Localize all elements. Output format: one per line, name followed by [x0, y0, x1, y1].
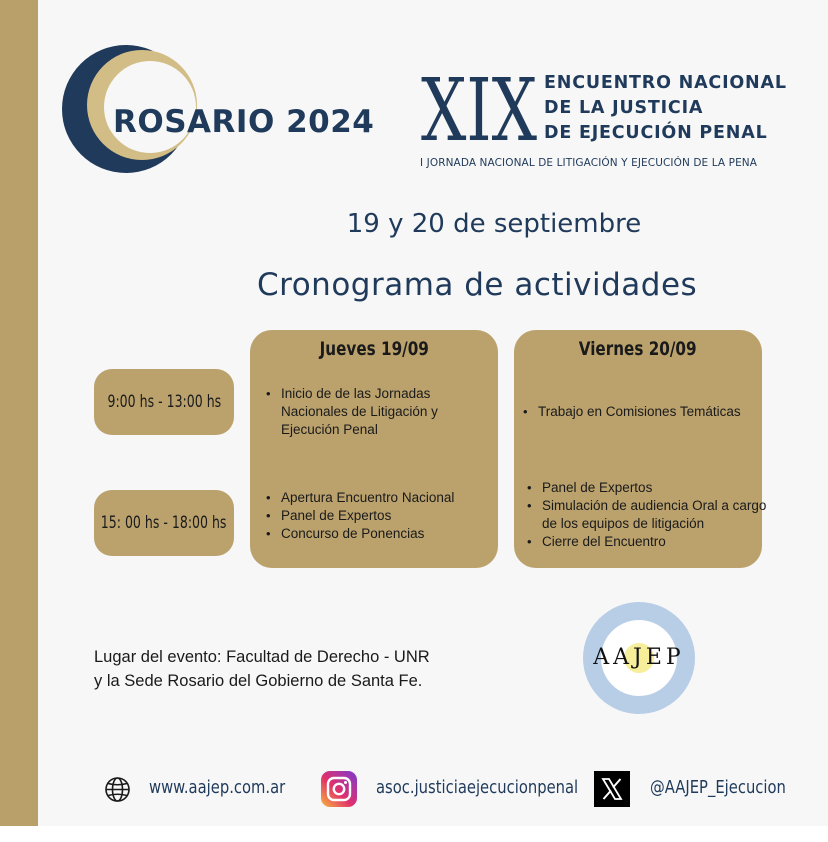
event-title	[544, 71, 787, 146]
event-subtitle: I JORNADA NACIONAL DE LITIGACIÓN Y EJECUCIÓN DE LA PENA	[420, 157, 758, 169]
schedule-title: Cronograma de actividades	[257, 267, 698, 303]
list-item: • Simulación de audiencia Oral a cargo de los equipos de litigación	[542, 497, 774, 533]
instagram-icon[interactable]	[321, 771, 357, 807]
website-link[interactable]: www.aajep.com.ar	[149, 777, 286, 798]
list-item: • Apertura Encuentro Nacional	[281, 489, 506, 507]
day-card-friday	[514, 330, 767, 568]
morning-activities	[265, 385, 491, 439]
list-item: • Panel de Expertos	[281, 507, 506, 525]
event-dates: 19 y 20 de septiembre	[346, 209, 642, 239]
list-item: • Inicio de de las Jornadas Nacionales de Litigación y Ejecución Penal	[281, 385, 491, 439]
morning-activities	[522, 403, 773, 421]
instagram-handle[interactable]: asoc.justiciaejecucionpenal	[376, 777, 579, 798]
event-title-line: DE EJECUCIÓN PENAL	[544, 123, 768, 143]
x-handle[interactable]: @AAJEP_Ejecucion	[650, 777, 786, 798]
day-card-thursday	[250, 330, 498, 568]
list-item: • Trabajo en Comisiones Temáticas	[538, 403, 773, 421]
event-title-line: DE LA JUSTICIA	[544, 98, 704, 118]
venue-info	[94, 645, 430, 693]
list-item: • Concurso de Ponencias	[281, 525, 506, 543]
list-item: • Panel de Expertos	[542, 479, 774, 497]
x-logo-icon[interactable]	[594, 771, 630, 807]
time-slot-morning: 9:00 hs - 13:00 hs	[94, 369, 234, 435]
globe-icon	[104, 776, 131, 803]
afternoon-activities	[265, 489, 506, 543]
list-item: • Cierre del Encuentro	[542, 533, 774, 551]
side-accent-bar	[0, 0, 38, 826]
day-title: Viernes 20/09	[579, 338, 697, 360]
logo-title: ROSARIO 2024	[113, 104, 375, 140]
venue-line: y la Sede Rosario del Gobierno de Santa Fe.	[94, 672, 423, 690]
svg-text:XIX: XIX	[421, 61, 537, 161]
org-logo-text: AAJEP	[593, 645, 685, 670]
time-slot-afternoon: 15: 00 hs - 18:00 hs	[94, 490, 234, 556]
roman-numeral-xix	[420, 61, 538, 161]
venue-line: Lugar del evento: Facultad de Derecho - UNR	[94, 648, 430, 666]
day-title: Jueves 19/09	[319, 338, 429, 360]
afternoon-activities	[526, 479, 774, 551]
event-title-line: ENCUENTRO NACIONAL	[544, 73, 787, 93]
